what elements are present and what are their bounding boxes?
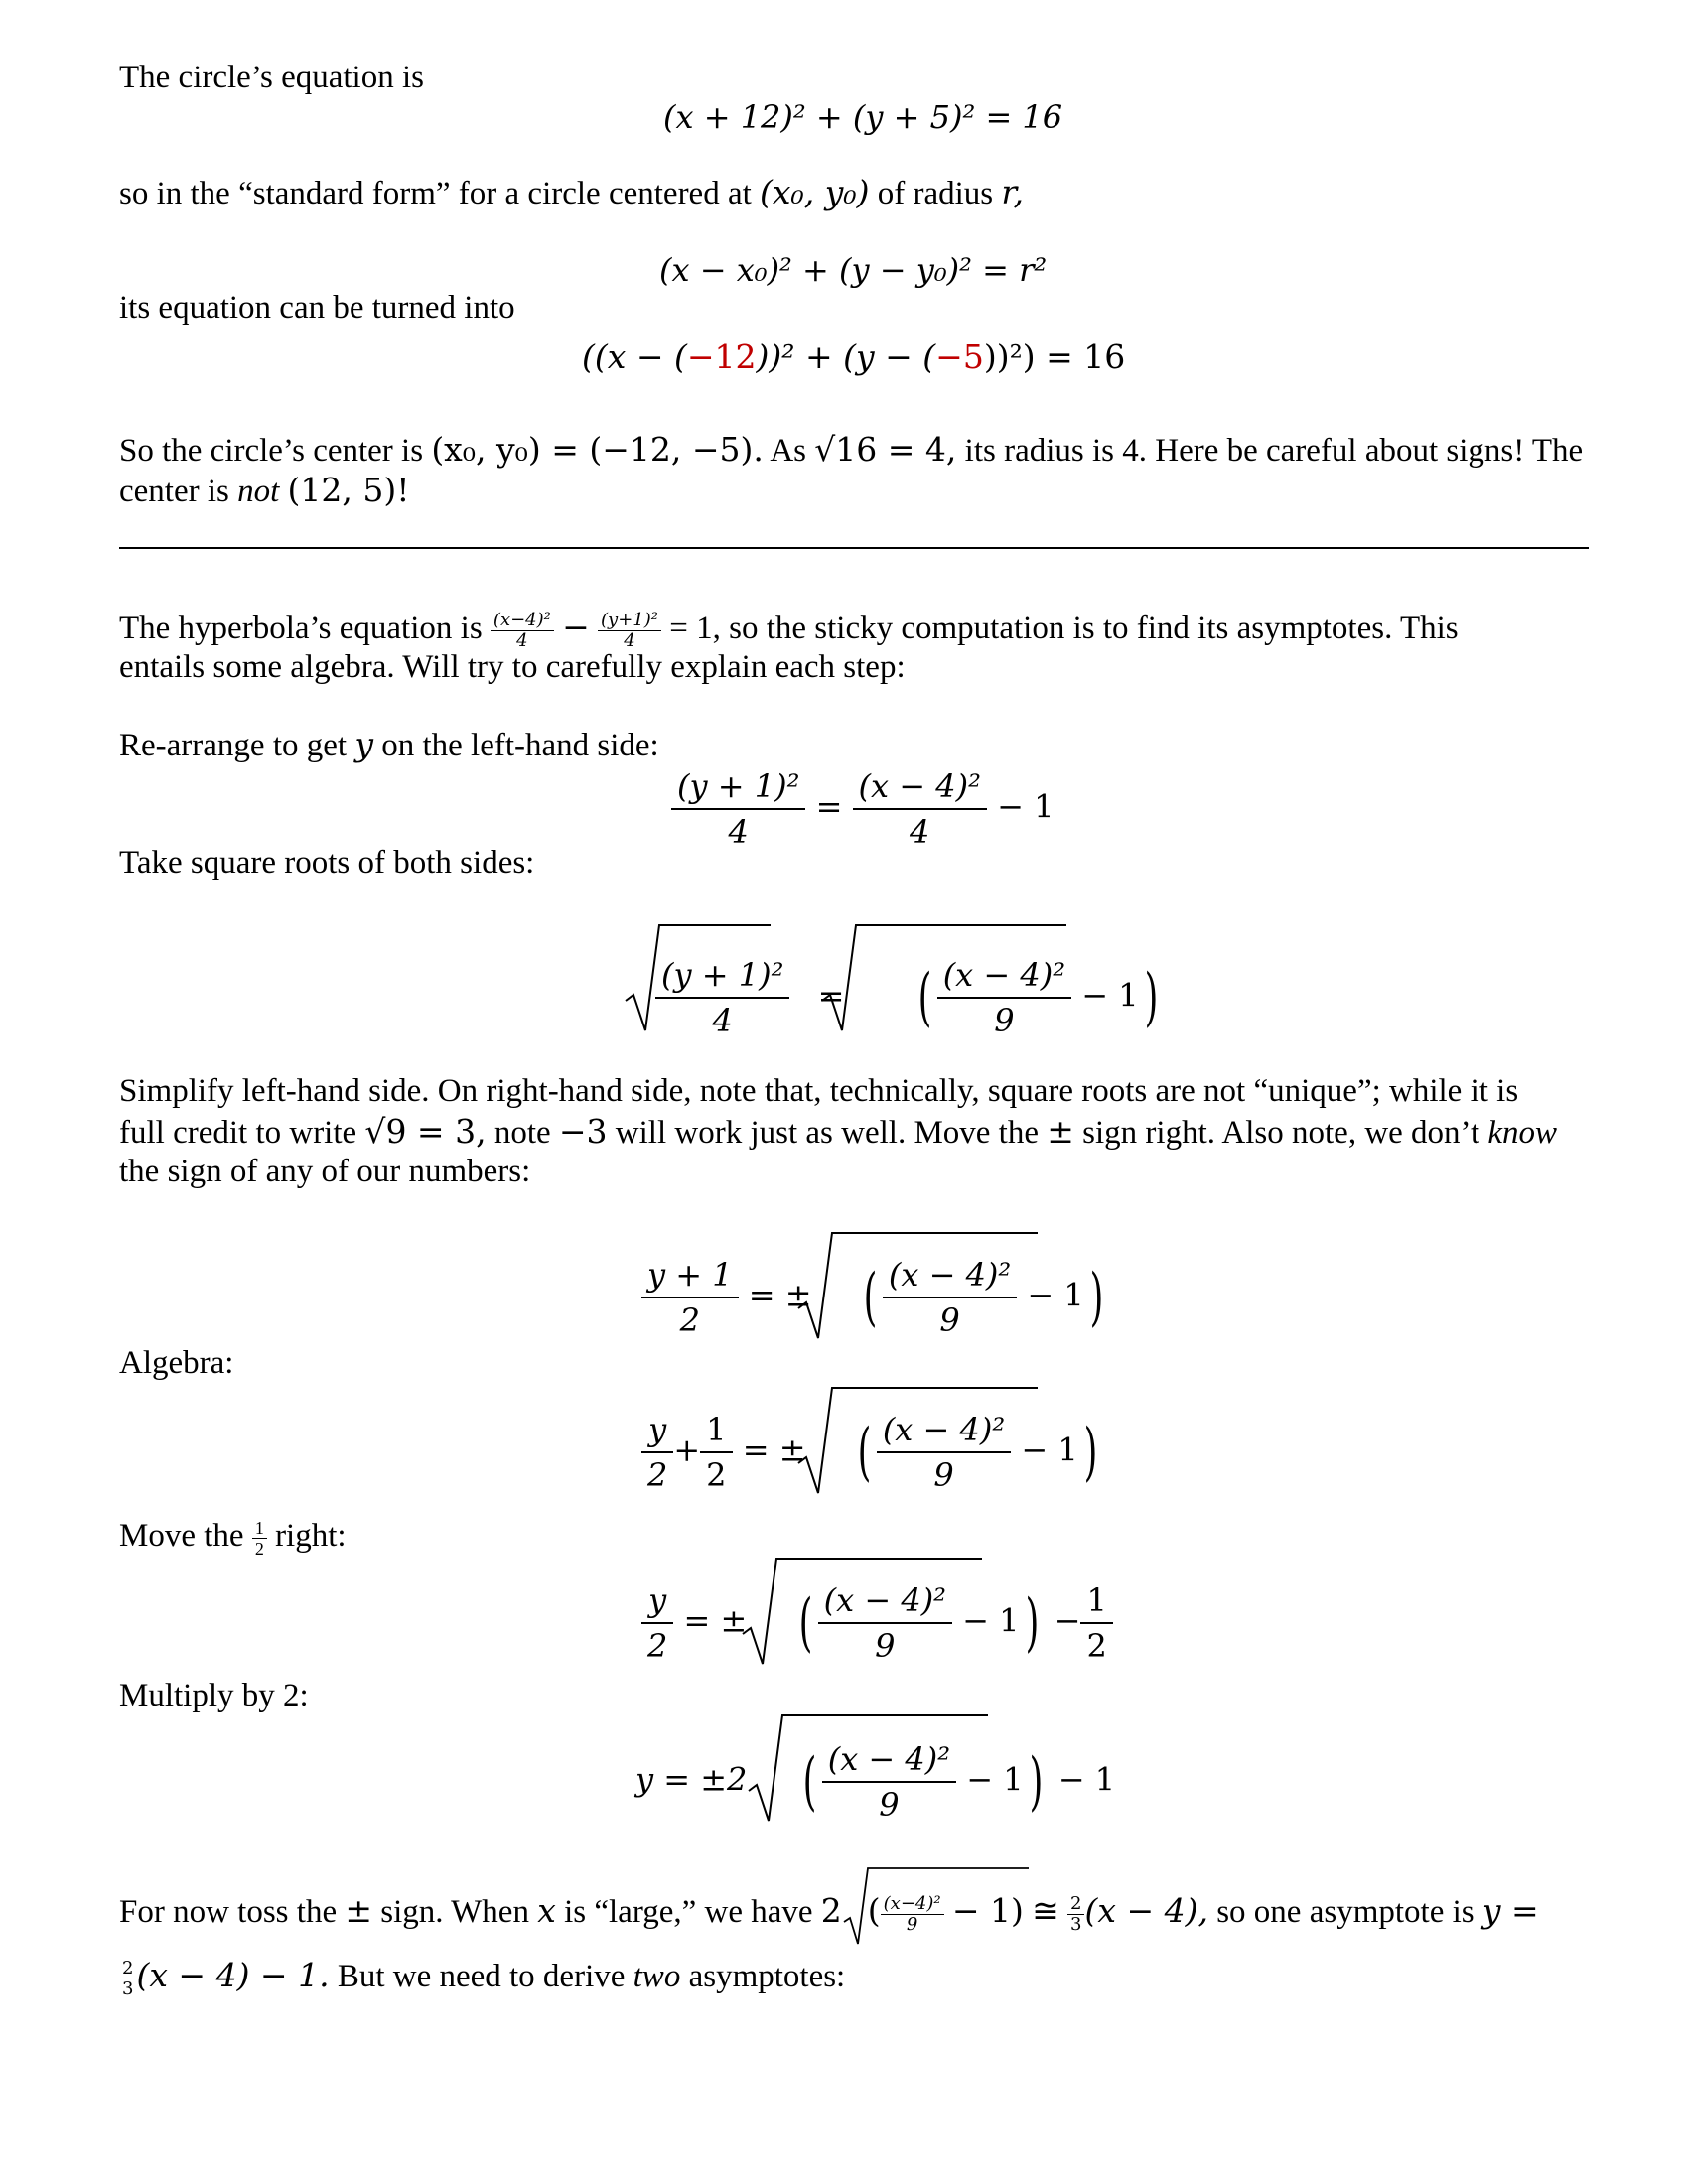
text-full-credit: full credit to write √9 = 3, note −3 will work just as well. Move the ± sign right. Also note, we don’t know — [119, 1112, 1558, 1151]
text-circle-center: So the circle’s center is (x₀, y₀) = (−12, −5). As √16 = 4, its radius is 4. Here be careful about signs! The — [119, 430, 1584, 469]
text-move-half: Move the $\frac{1}{2}$ right: — [119, 1517, 347, 1559]
text-take-roots: Take square roots of both sides: — [119, 845, 535, 881]
text-algebra: Algebra: — [119, 1345, 234, 1381]
equation-rearranged: $\frac{\text{(y + 1)²}}{4}$ = $\frac{\text{(x − 4)²}}{4}$ − 1 — [671, 764, 1054, 854]
equation-circle-rewritten: ((x − (−12))² + (y − (−5))²) = 16 — [582, 338, 1126, 376]
text-rearrange: Re-arrange to get y on the left-hand side: — [119, 725, 659, 763]
text-toss-sign: For now toss the ± sign. When x is “large,” we have 2 ( $\frac{\text{(x−4)²}}{9}$ − 1) ≅ $\frac{2}{3}$ (x − 4), so one asymptote is y = — [119, 1891, 1539, 1935]
text-one-asymptote: $\frac{2}{3}$ (x − 4) − 1. But we need to derive two asymptotes: — [119, 1946, 845, 2006]
text-entails-algebra: entails some algebra. Will try to carefully explain each step: — [119, 649, 906, 685]
equation-split-fraction: $\frac{y}{2}$ + $\frac{1}{2}$ = ± ( $\frac{\text{(x − 4)²}}{9}$ − 1) — [641, 1408, 1103, 1497]
text-standard-form: so in the “standard form” for a circle centered at (x₀, y₀) of radius r, — [119, 173, 1024, 211]
text-turned-into: its equation can be turned into — [119, 290, 515, 326]
text-hyperbola-intro: The hyperbola’s equation is $\frac{\text{(x−4)²}}{4}$ − $\frac{\text{(y+1)²}}{4}$ = 1, so the sticky computation is to find its asymptotes. This — [119, 608, 1459, 651]
horizontal-divider — [119, 547, 1589, 549]
text-sign-numbers: the sign of any of our numbers: — [119, 1154, 531, 1189]
text-simplify: Simplify left-hand side. On right-hand side, note that, technically, square roots are not “unique”; while it is — [119, 1073, 1519, 1109]
equation-plus-minus: $\frac{y + 1}{2}$ = ± ( $\frac{\text{(x − 4)²}}{9}$ − 1) — [641, 1253, 1109, 1342]
equation-move-half: $\frac{y}{2}$ = ± ( $\frac{\text{(x − 4)²}}{9}$ − 1) − $\frac{1}{2}$ — [641, 1578, 1113, 1668]
text-multiply-two: Multiply by 2: — [119, 1678, 309, 1713]
equation-standard-form: (x − x₀)² + (y − y₀)² = r² — [659, 251, 1048, 289]
equation-circle: (x + 12)² + (y + 5)² = 16 — [663, 98, 1063, 136]
equation-solved-y: y = ±2 ( $\frac{\text{(x − 4)²}}{9}$ − 1) − 1 — [635, 1737, 1115, 1827]
text-circle-intro: The circle’s equation is — [119, 60, 424, 95]
text-not-center: center is not (12, 5)! — [119, 471, 410, 509]
equation-square-roots: $\frac{\text{(y + 1)²}}{4}$ = ( $\frac{\text{(x − 4)²}}{9}$ − 1) — [655, 953, 1164, 1042]
